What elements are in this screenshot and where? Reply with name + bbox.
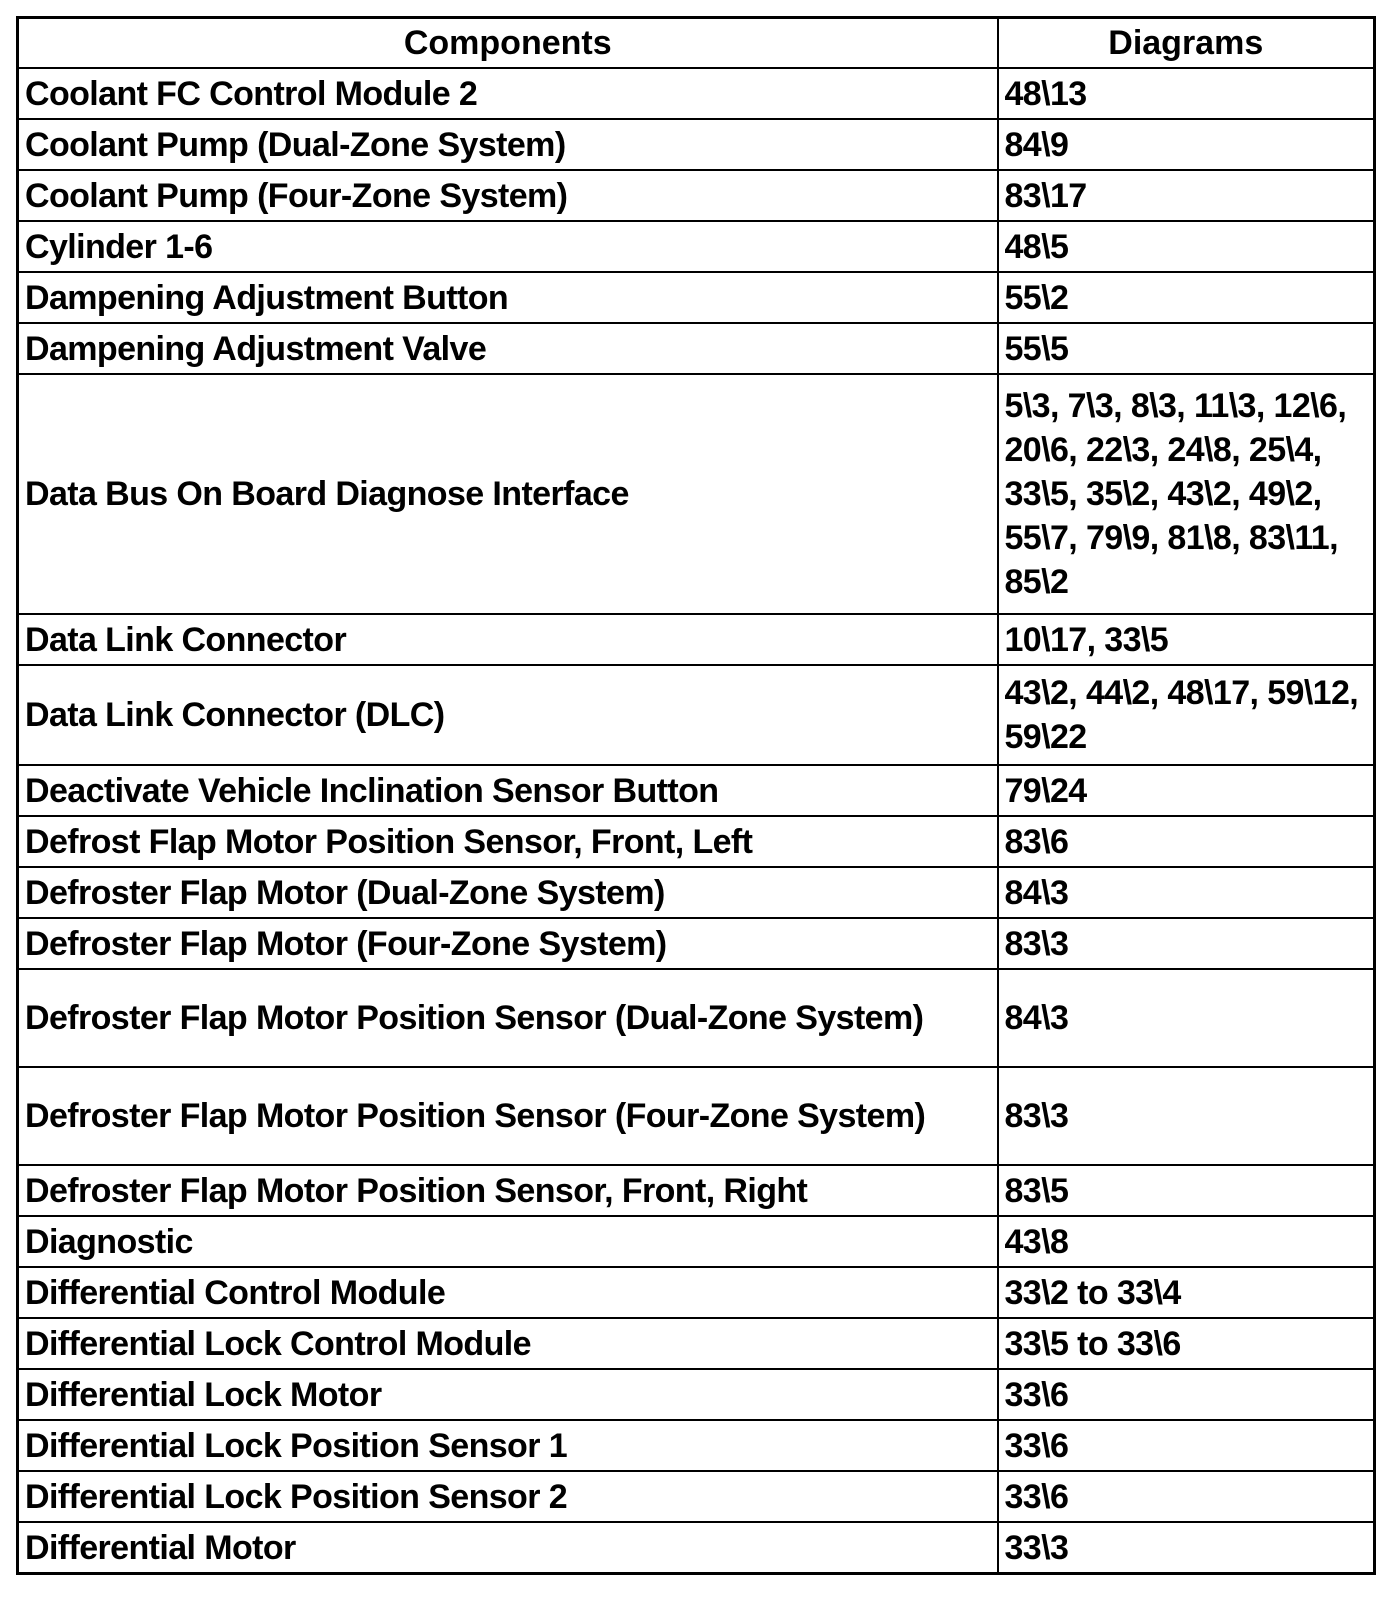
table-row xyxy=(18,765,1375,816)
table-row xyxy=(18,68,1375,119)
component-cell: Defroster Flap Motor (Four-Zone System) xyxy=(18,918,998,969)
component-cell: Defroster Flap Motor (Dual-Zone System) xyxy=(18,867,998,918)
table-row xyxy=(18,1522,1375,1574)
table-row xyxy=(18,323,1375,374)
diagram-cell: 33\6 xyxy=(998,1369,1375,1420)
diagram-cell: 79\24 xyxy=(998,765,1375,816)
table-row xyxy=(18,1369,1375,1420)
table-row xyxy=(18,221,1375,272)
component-cell: Dampening Adjustment Valve xyxy=(18,323,998,374)
table-row xyxy=(18,1165,1375,1216)
diagram-cell: 83\5 xyxy=(998,1165,1375,1216)
component-cell: Defrost Flap Motor Position Sensor, Front, Left xyxy=(18,816,998,867)
diagram-cell: 10\17, 33\5 xyxy=(998,614,1375,665)
component-cell: Deactivate Vehicle Inclination Sensor Button xyxy=(18,765,998,816)
table-header-row xyxy=(18,18,1375,69)
diagram-cell: 48\5 xyxy=(998,221,1375,272)
diagram-cell: 5\3, 7\3, 8\3, 11\3, 12\6, 20\6, 22\3, 24\8, 25\4, 33\5, 35\2, 43\2, 49\2, 55\7, 79\9, 81\8, 83\11, 85\2 xyxy=(998,374,1375,614)
component-cell: Differential Control Module xyxy=(18,1267,998,1318)
component-cell: Differential Lock Control Module xyxy=(18,1318,998,1369)
diagram-cell: 43\2, 44\2, 48\17, 59\12, 59\22 xyxy=(998,665,1375,765)
component-cell: Coolant Pump (Dual-Zone System) xyxy=(18,119,998,170)
component-cell: Defroster Flap Motor Position Sensor, Front, Right xyxy=(18,1165,998,1216)
diagram-cell: 43\8 xyxy=(998,1216,1375,1267)
table-row xyxy=(18,614,1375,665)
table-row xyxy=(18,374,1375,614)
component-cell: Diagnostic xyxy=(18,1216,998,1267)
diagram-cell: 83\6 xyxy=(998,816,1375,867)
table-row xyxy=(18,1267,1375,1318)
component-cell: Differential Lock Position Sensor 1 xyxy=(18,1420,998,1471)
component-cell: Coolant FC Control Module 2 xyxy=(18,68,998,119)
table-row xyxy=(18,816,1375,867)
diagram-cell: 33\5 to 33\6 xyxy=(998,1318,1375,1369)
table-row xyxy=(18,1420,1375,1471)
diagram-cell: 33\3 xyxy=(998,1522,1375,1574)
component-cell: Dampening Adjustment Button xyxy=(18,272,998,323)
component-cell: Defroster Flap Motor Position Sensor (Dual-Zone System) xyxy=(18,969,998,1067)
table-row xyxy=(18,665,1375,765)
component-cell: Defroster Flap Motor Position Sensor (Four-Zone System) xyxy=(18,1067,998,1165)
component-diagram-table xyxy=(16,16,1376,1575)
diagram-cell: 84\3 xyxy=(998,867,1375,918)
diagram-cell: 84\3 xyxy=(998,969,1375,1067)
diagram-cell: 33\6 xyxy=(998,1471,1375,1522)
table-row xyxy=(18,867,1375,918)
diagram-cell: 83\3 xyxy=(998,1067,1375,1165)
component-cell: Differential Motor xyxy=(18,1522,998,1574)
diagram-cell: 55\5 xyxy=(998,323,1375,374)
diagram-cell: 33\2 to 33\4 xyxy=(998,1267,1375,1318)
component-cell: Cylinder 1-6 xyxy=(18,221,998,272)
column-header-diagrams: Diagrams xyxy=(998,18,1375,69)
component-cell: Data Link Connector (DLC) xyxy=(18,665,998,765)
diagram-cell: 33\6 xyxy=(998,1420,1375,1471)
component-cell: Differential Lock Position Sensor 2 xyxy=(18,1471,998,1522)
table-row xyxy=(18,272,1375,323)
diagram-cell: 84\9 xyxy=(998,119,1375,170)
component-cell: Differential Lock Motor xyxy=(18,1369,998,1420)
diagram-cell: 83\17 xyxy=(998,170,1375,221)
component-cell: Data Bus On Board Diagnose Interface xyxy=(18,374,998,614)
diagram-cell: 83\3 xyxy=(998,918,1375,969)
table-row xyxy=(18,170,1375,221)
table-row xyxy=(18,1318,1375,1369)
diagram-cell: 55\2 xyxy=(998,272,1375,323)
table-row xyxy=(18,119,1375,170)
table-row xyxy=(18,969,1375,1067)
table-row xyxy=(18,1471,1375,1522)
table-row xyxy=(18,918,1375,969)
component-cell: Data Link Connector xyxy=(18,614,998,665)
column-header-components: Components xyxy=(18,18,998,69)
diagram-cell: 48\13 xyxy=(998,68,1375,119)
table-row xyxy=(18,1216,1375,1267)
table-row xyxy=(18,1067,1375,1165)
component-cell: Coolant Pump (Four-Zone System) xyxy=(18,170,998,221)
